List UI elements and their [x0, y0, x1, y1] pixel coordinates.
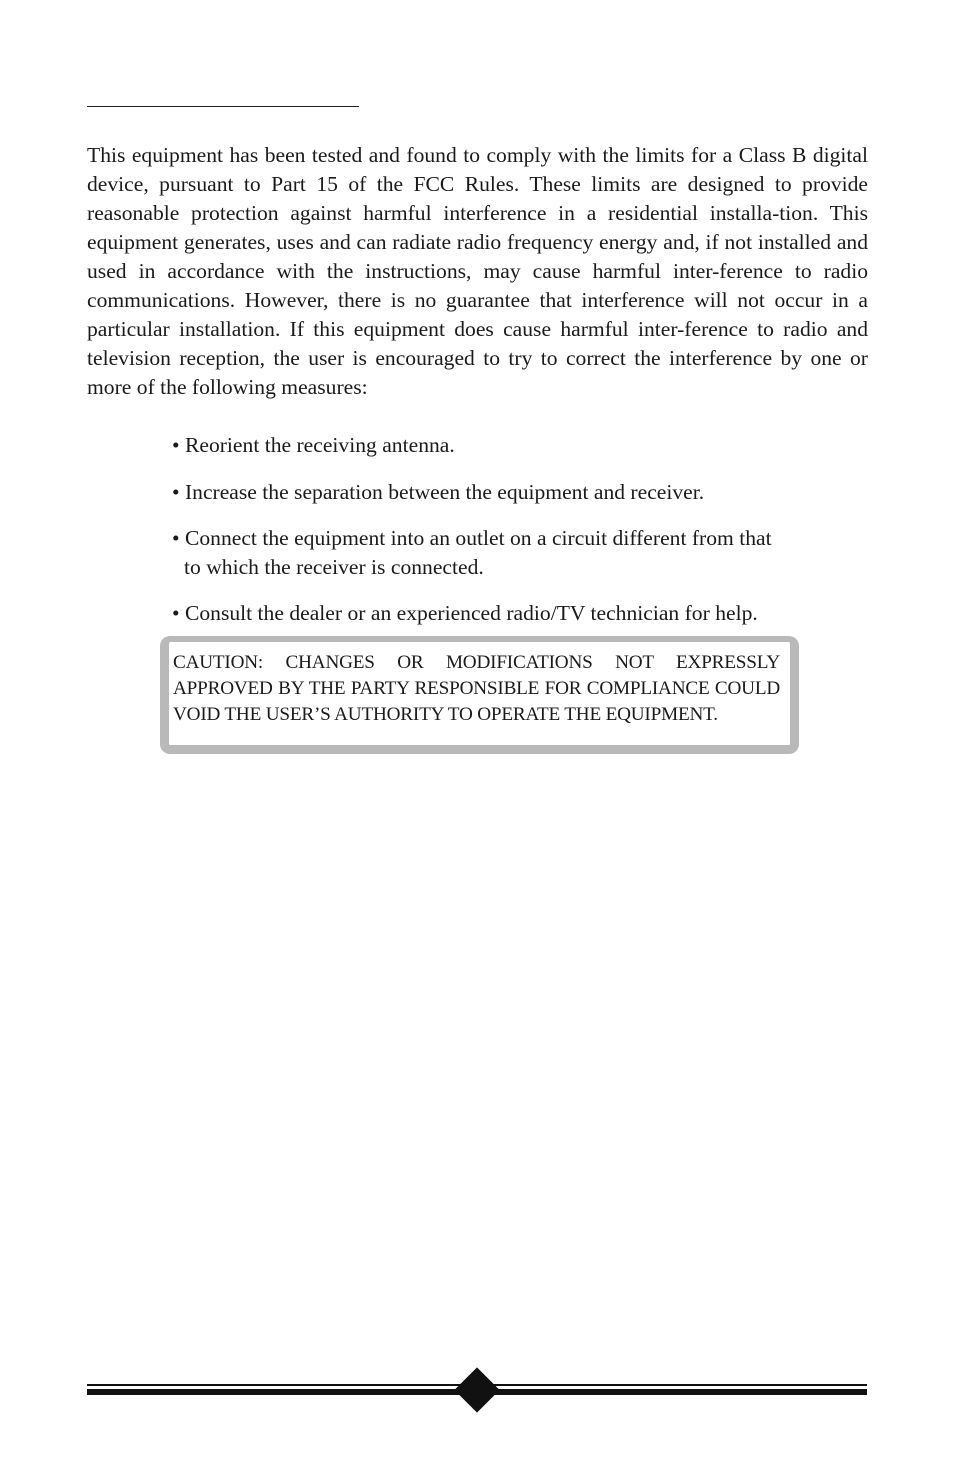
- measure-different-circuit-line-2: to which the receiver is connected.: [184, 555, 484, 579]
- measure-increase-separation: • Increase the separation between the equipment and receiver.: [172, 480, 705, 504]
- measure-reorient-antenna: • Reorient the receiving antenna.: [172, 433, 455, 457]
- footer-diamond-ornament: [454, 1367, 499, 1412]
- top-rule: [87, 106, 359, 107]
- fcc-compliance-paragraph: This equipment has been tested and found to comply with the limits for a Class B digital device, pursuant to Part 15 of the FCC Rules. These limits are designed to provide reasonable protection against harmful interference in a residential installa-tion. This equipment generates, uses and can radiate radio frequency energy and, if not installed and used in accordance with the instructions, may cause harmful inter-ference to radio communications. However, there is no guarantee that interference will not occur in a particular installation. If this equipment does cause harmful inter-ference to radio and television reception, the user is encouraged to try to correct the interference by one or more of the following measures:: [87, 143, 868, 399]
- caution-text: CAUTION: CHANGES OR MODIFICATIONS NOT EXPRESSLY APPROVED BY THE PARTY RESPONSIBLE FOR COMPLIANCE COULD VOID THE USER’S AUTHORITY TO OPERATE THE EQUIPMENT.: [173, 652, 780, 725]
- measure-consult-dealer: • Consult the dealer or an experienced radio/TV technician for help.: [172, 601, 758, 625]
- measure-different-circuit: [172, 524, 852, 582]
- measure-different-circuit-line-1: • Connect the equipment into an outlet on a circuit different from that: [172, 526, 772, 550]
- caution-box: [160, 636, 799, 754]
